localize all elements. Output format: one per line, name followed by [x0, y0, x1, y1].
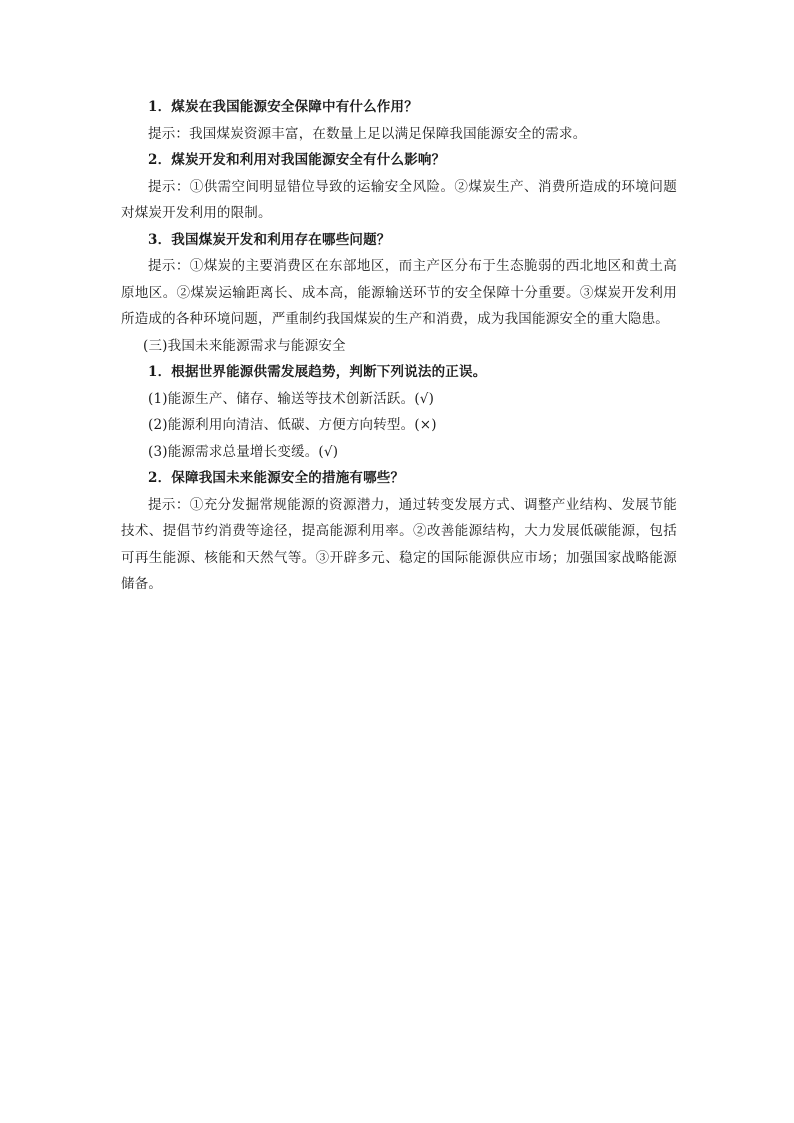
answer-2: 提示：①供需空间明显错位导致的运输安全风险。②煤炭生产、消费所造成的环境问题对煤炭开发利用的限制。 — [121, 178, 677, 221]
answer-1: 提示：我国煤炭资源丰富，在数量上足以满足保障我国能源安全的需求。 — [148, 125, 587, 142]
question-3: 3．我国煤炭开发和利用存在哪些问题？ — [148, 231, 391, 248]
question-4: 1．根据世界能源供需发展趋势，判断下列说法的正误。 — [148, 364, 487, 380]
judgement-3: (3)能源需求总量增长变缓。(√) — [148, 443, 339, 460]
answer-3: 提示：①煤炭的主要消费区在东部地区，而主产区分布于生态脆弱的西北地区和黄土高原地区。②煤炭运输距离长、成本高，能源输送环节的安全保障十分重要。③煤炭开发利用所造成的各种环境问题，严重制约我国煤炭的生产和消费，成为我国能源安全的重大隐患。 — [121, 258, 677, 327]
section-heading: (三)我国未来能源需求与能源安全 — [143, 337, 346, 354]
document-body — [121, 94, 677, 598]
judgement-1: (1)能源生产、储存、输送等技术创新活跃。(√) — [148, 390, 435, 407]
judgement-2: (2)能源利用向清洁、低碳、方便方向转型。(×) — [148, 417, 437, 433]
question-5: 2．保障我国未来能源安全的措施有哪些？ — [148, 470, 405, 486]
question-1: 1．煤炭在我国能源安全保障中有什么作用？ — [148, 99, 418, 115]
question-2: 2．煤炭开发和利用对我国能源安全有什么影响？ — [148, 152, 446, 168]
answer-5: 提示：①充分发掘常规能源的资源潜力，通过转变发展方式、调整产业结构、发展节能技术、提倡节约消费等途径，提高能源利用率。②改善能源结构，大力发展低碳能源，包括可再生能源、核能和天然气等。③开辟多元、稳定的国际能源供应市场；加强国家战略能源储备。 — [121, 496, 677, 592]
